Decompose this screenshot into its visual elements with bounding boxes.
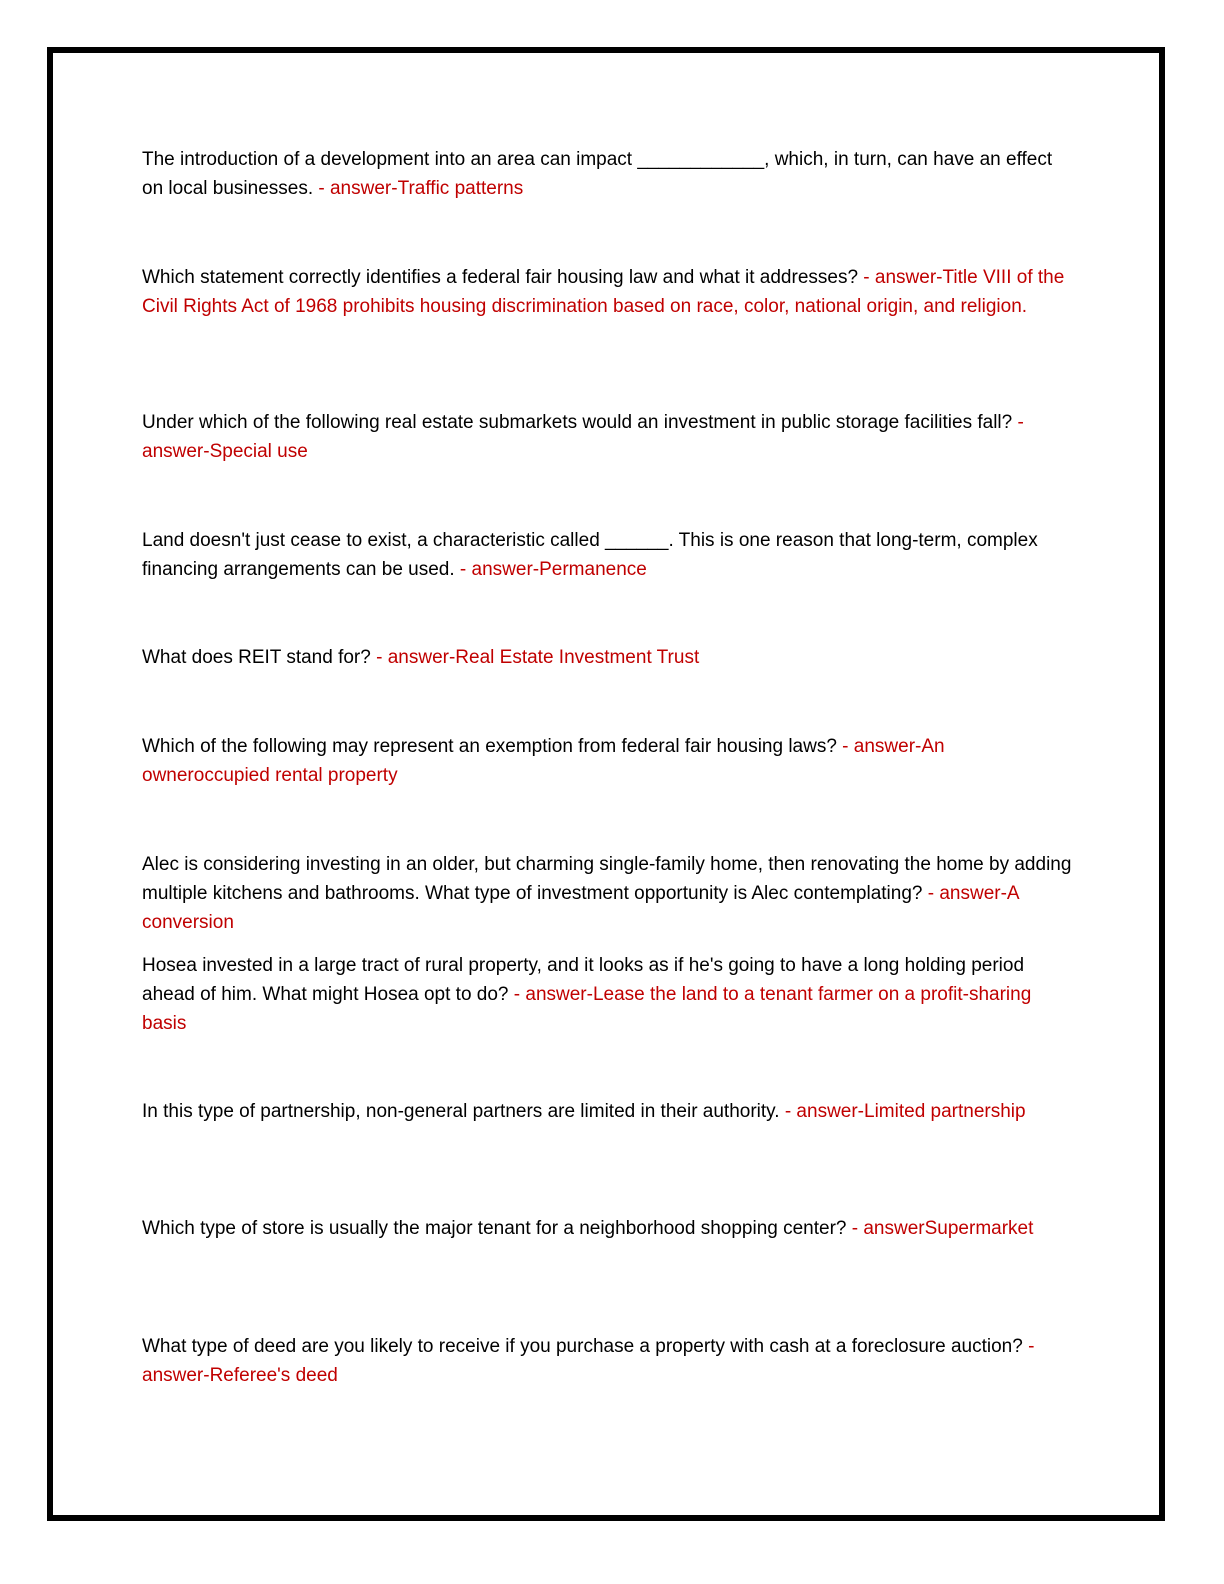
qa-item-fair-housing-law [142, 263, 1077, 321]
qa-item-fair-housing-exemption [142, 732, 1077, 790]
answer-text: - answer-Limited partnership [779, 1101, 1026, 1122]
question-text: Hosea invested in a large tract of rural property, and it looks as if he's going to have a long holding period ahead of him. What might Hosea opt to do? [142, 955, 1025, 1005]
qa-item-special-use [142, 408, 1077, 466]
question-text: What type of deed are you likely to receive if you purchase a property with cash at a foreclosure auction? [142, 1336, 1023, 1357]
question-text: Under which of the following real estate submarkets would an investment in public storage facilities fall? [142, 412, 1013, 433]
question-text: Land doesn't just cease to exist, a characteristic called ______. This is one reason that long-term, complex financing arrangements can be used. [142, 530, 1038, 580]
qa-item-supermarket [142, 1214, 1077, 1243]
answer-text: - answer-Title VIII of the Civil Rights Act of 1968 prohibits housing discrimination based on race, color, national origin, and religion. [142, 267, 1065, 317]
qa-item-permanence [142, 526, 1077, 584]
question-text: Which of the following may represent an exemption from federal fair housing laws? [142, 736, 837, 757]
answer-text: - answer-An owneroccupied rental property [142, 736, 945, 786]
answer-text: - answer-Referee's deed [142, 1336, 1035, 1386]
qa-item-referees-deed [142, 1332, 1077, 1390]
answer-text: - answer-Special use [142, 412, 1024, 462]
qa-item-reit [142, 643, 1077, 672]
answer-text: - answer-Permanence [454, 559, 647, 580]
question-text: Which statement correctly identifies a federal fair housing law and what it addresses? [142, 267, 859, 288]
question-text: Which type of store is usually the major tenant for a neighborhood shopping center? [142, 1218, 847, 1239]
question-text: What does REIT stand for? [142, 647, 371, 668]
question-text: The introduction of a development into an area can impact ____________, which, in turn, can have an effect on local businesses. [142, 149, 1053, 199]
qa-item-lease-land [142, 951, 1077, 1038]
answer-text: - answer-A conversion [142, 883, 1019, 933]
answer-text: - answerSupermarket [846, 1218, 1034, 1239]
answer-text: - answer-Traffic patterns [313, 178, 524, 199]
answer-text: - answer-Real Estate Investment Trust [370, 647, 700, 668]
question-text: In this type of partnership, non-general partners are limited in their authority. [142, 1101, 780, 1122]
question-text: Alec is considering investing in an older, but charming single-family home, then renovating the home by adding multiple kitchens and bathrooms. What type of investment opportunity is Alec contemplating? [142, 854, 1072, 904]
qa-item-traffic-patterns [142, 145, 1077, 203]
qa-item-conversion [142, 850, 1077, 937]
answer-text: - answer-Lease the land to a tenant farmer on a profit-sharing basis [142, 984, 1032, 1034]
qa-item-limited-partnership [142, 1097, 1077, 1126]
